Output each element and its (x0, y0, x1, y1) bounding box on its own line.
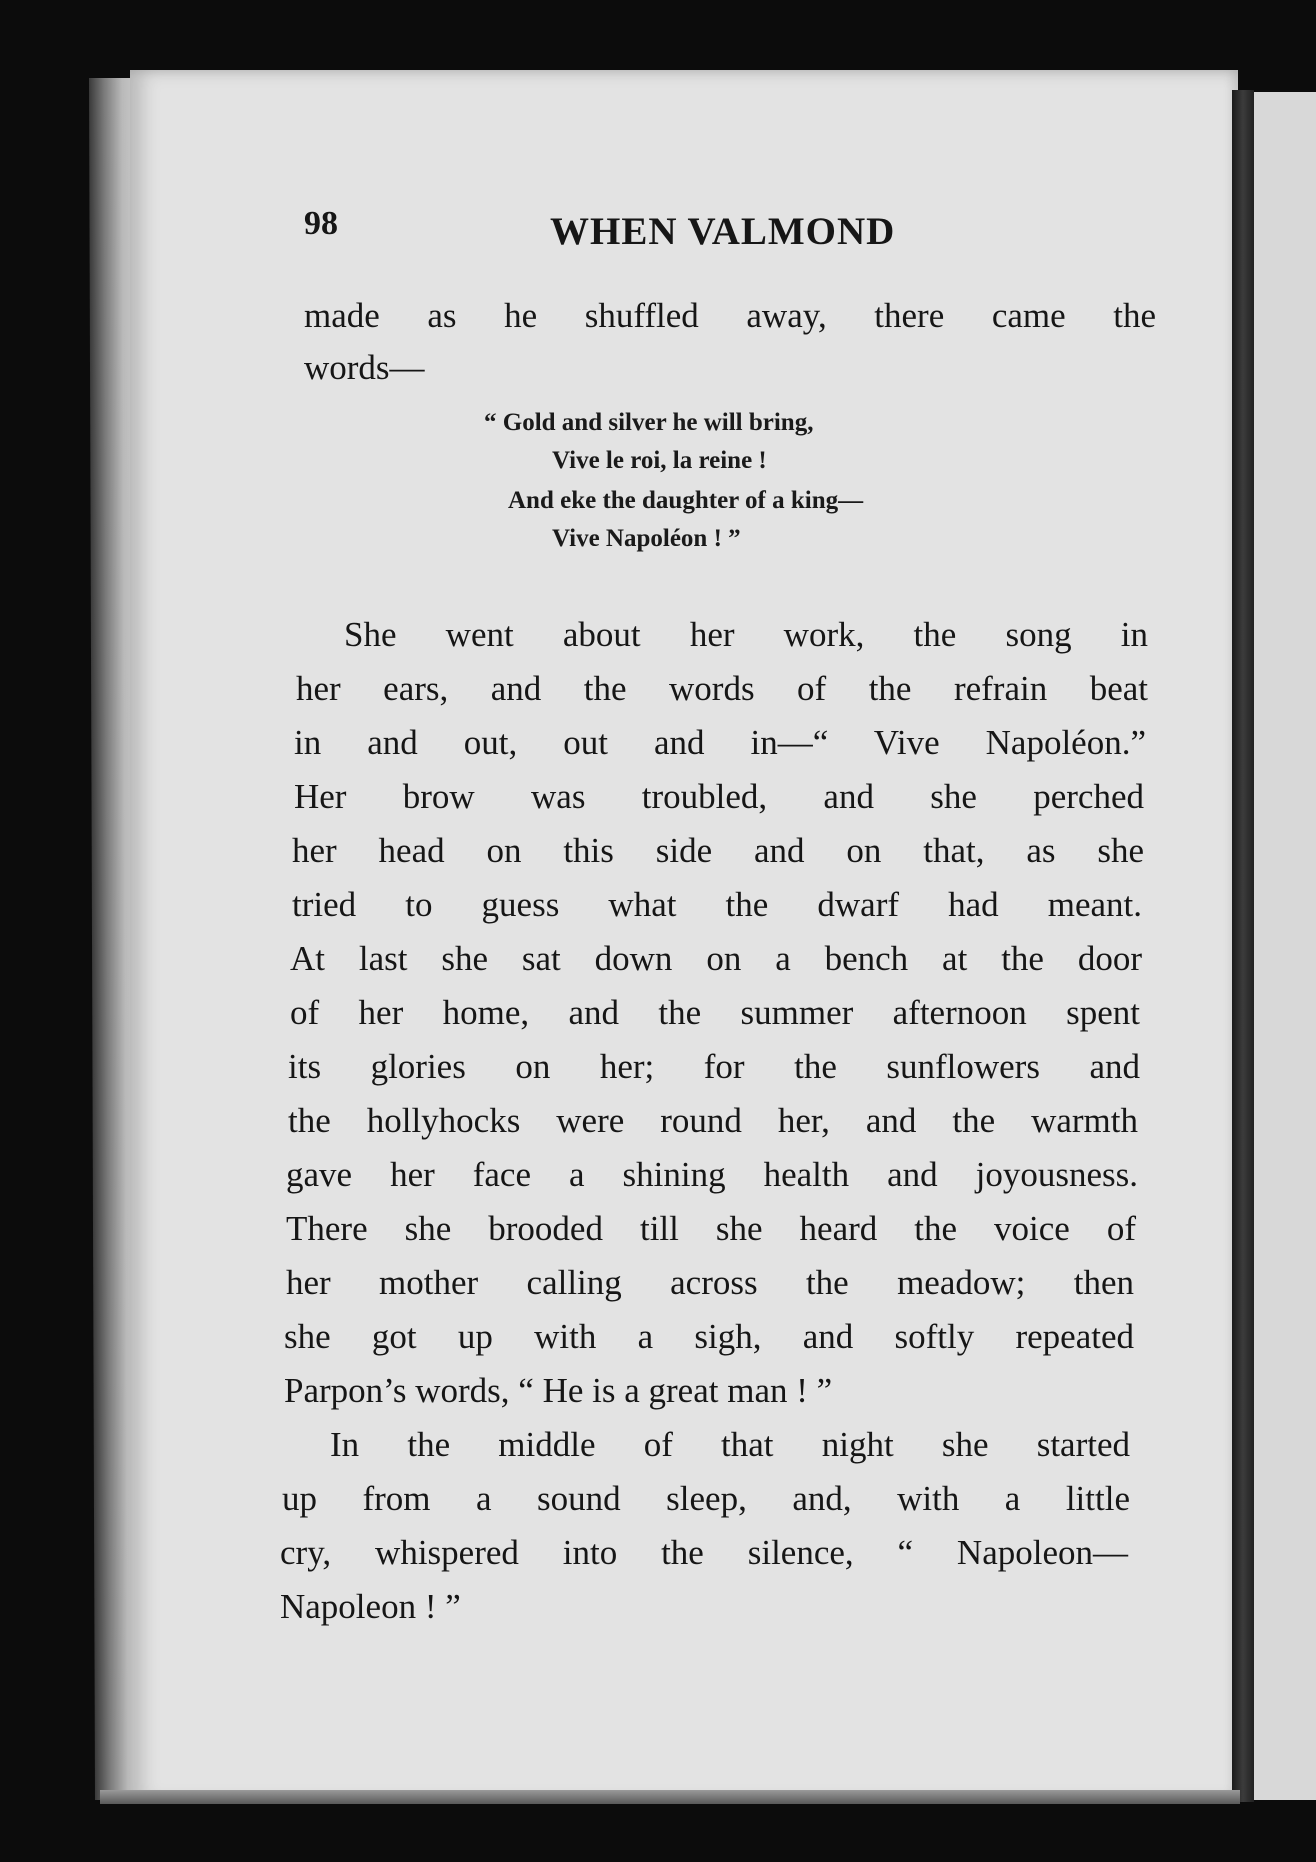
text-line: in and out, out and in—“ Vive Napoléon.” (294, 723, 1146, 762)
running-head-title: WHEN VALMOND (550, 210, 896, 253)
text-line: In the middle of that night she started (330, 1425, 1130, 1464)
text-line: her mother calling across the meadow; then (286, 1263, 1134, 1302)
text-line: At last she sat down on a bench at the door (290, 939, 1142, 978)
text-line: There she brooded till she heard the voice of (286, 1209, 1136, 1248)
running-header (300, 205, 930, 257)
facing-page-edge (1254, 92, 1316, 1800)
text-line: Her brow was troubled, and she perched (294, 777, 1144, 816)
text-line: words— (304, 348, 425, 387)
verse-line: “ Gold and silver he will bring, (484, 409, 814, 436)
text-line: She went about her work, the song in (344, 615, 1148, 654)
page-number: 98 (304, 205, 338, 242)
text-line: up from a sound sleep, and, with a little (282, 1479, 1130, 1518)
verse-line: And eke the daughter of a king— (508, 487, 864, 514)
text-line: Napoleon ! ” (280, 1587, 461, 1626)
binding-gutter (1232, 90, 1254, 1802)
page-bottom-edge (100, 1790, 1240, 1804)
text-line: she got up with a sigh, and softly repeated (284, 1317, 1134, 1356)
text-line: gave her face a shining health and joyousness. (286, 1155, 1138, 1194)
text-line: tried to guess what the dwarf had meant. (292, 885, 1142, 924)
text-line: her head on this side and on that, as she (292, 831, 1144, 870)
text-line: cry, whispered into the silence, “ Napoleon— (280, 1533, 1128, 1572)
text-line: made as he shuffled away, there came the (304, 296, 1156, 335)
text-line: of her home, and the summer afternoon spent (290, 993, 1140, 1032)
text-line: the hollyhocks were round her, and the warmth (288, 1101, 1138, 1140)
text-line: her ears, and the words of the refrain beat (296, 669, 1148, 708)
text-line: its glories on her; for the sunflowers and (288, 1047, 1140, 1086)
verse-line: Vive le roi, la reine ! (552, 447, 767, 474)
verse-line: Vive Napoléon ! ” (552, 525, 741, 552)
text-line: Parpon’s words, “ He is a great man ! ” (284, 1371, 833, 1410)
